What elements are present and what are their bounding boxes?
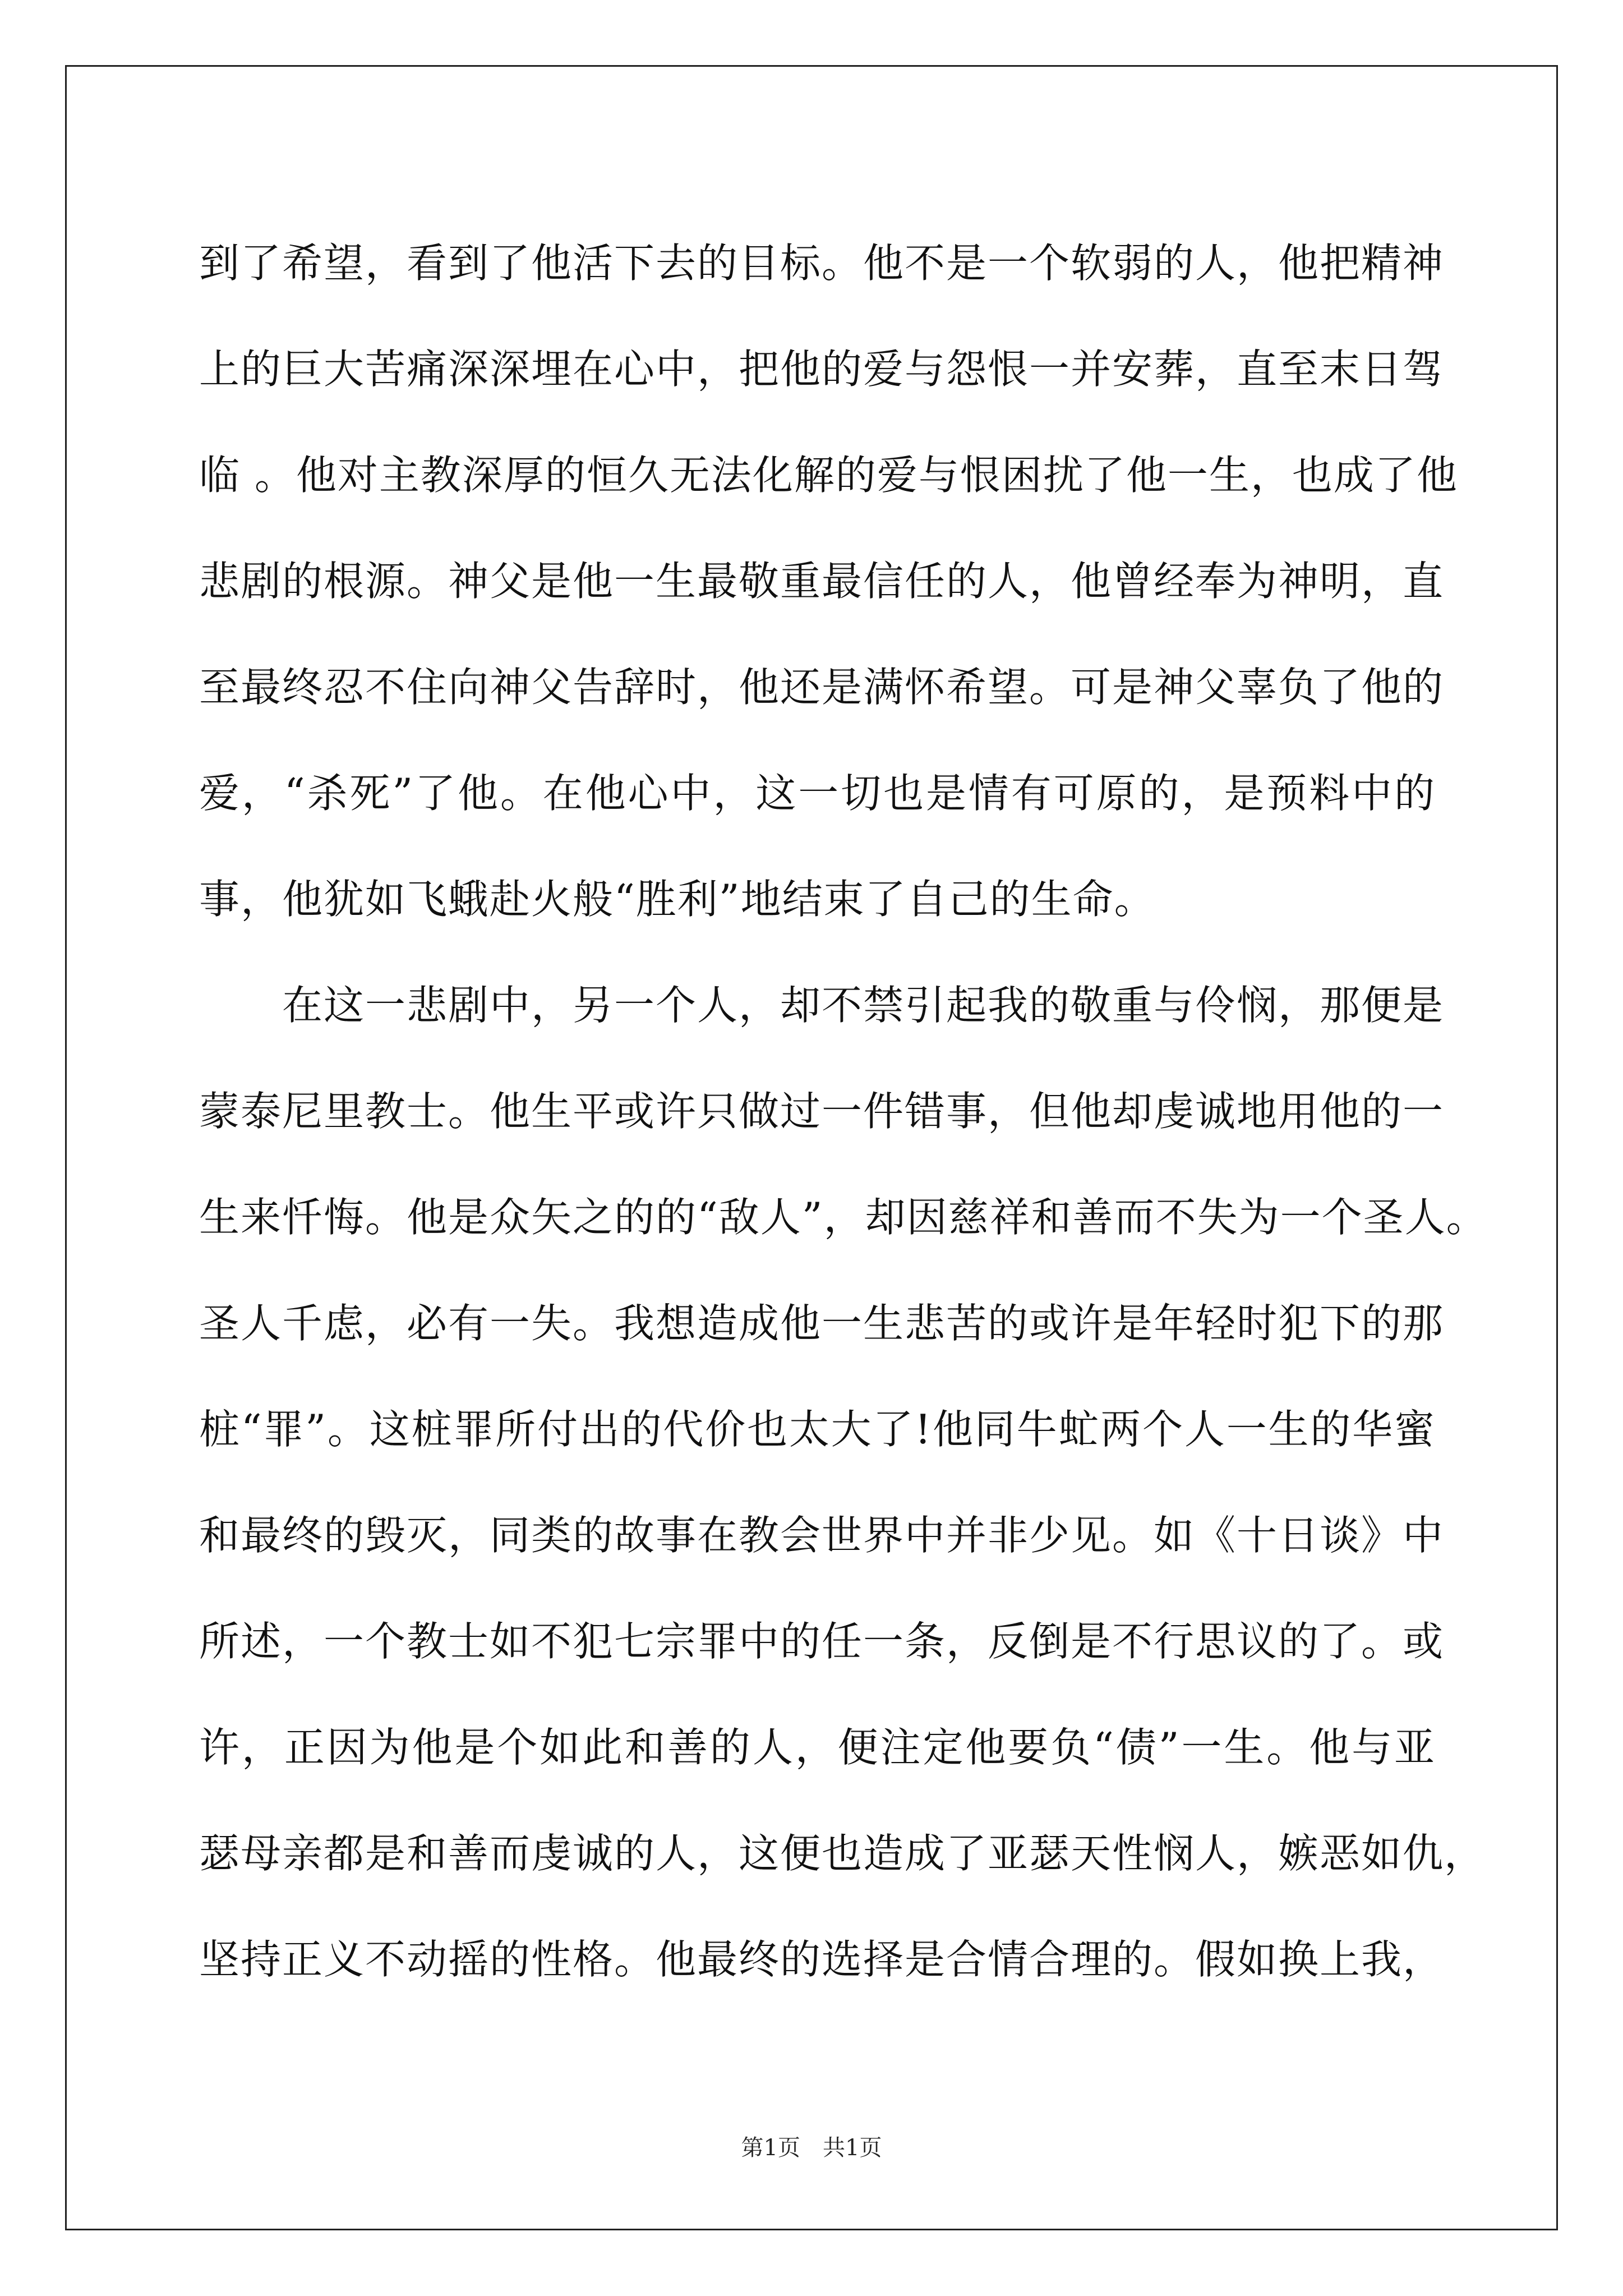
text-line: 到了希望，看到了他活下去的目标。他不是一个软弱的人，他把精神 [199,240,1445,287]
text-line: 生来忏悔。他是众矢之的的“敌人”，却因慈祥和善而不失为一个圣人。 [199,1194,1488,1241]
text-line: 至最终忍不住向神父告辞时，他还是满怀希望。可是神父辜负了他的 [199,664,1445,711]
page-number-footer: 第1页 共1页 [741,2135,882,2161]
text-line: 事，他犹如飞蛾赴火般“胜利”地结束了自己的生命。 [199,876,1156,923]
text-line: 蒙泰尼里教士。他生平或许只做过一件错事，但他却虔诚地用他的一 [199,1088,1445,1135]
text-line: 坚持正义不动摇的性格。他最终的选择是合情合理的。假如换上我， [199,1936,1445,1983]
text-line: 悲剧的根源。神父是他一生最敬重最信任的人，他曾经奉为神明，直 [199,558,1445,605]
text-line-paragraph-start: 在这一悲剧中，另一个人，却不禁引起我的敬重与伶悯，那便是 [282,982,1445,1029]
text-line: 上的巨大苦痛深深埋在心中，把他的爱与怨恨一并安葬，直至末日驾 [199,346,1445,393]
text-line: 爱，“杀死”了他。在他心中，这一切也是情有可原的，是预料中的 [199,770,1436,817]
document-body [199,210,1488,2013]
text-line: 圣人千虑，必有一失。我想造成他一生悲苦的或许是年轻时犯下的那 [199,1300,1445,1347]
text-line: 所述，一个教士如不犯七宗罪中的任一条，反倒是不行思议的了。或 [199,1618,1445,1665]
text-line: 桩“罪”。这桩罪所付出的代价也太大了!他同牛虻两个人一生的华蜜 [199,1406,1436,1453]
text-line: 许，正因为他是个如此和善的人，便注定他要负“债”一生。他与亚 [199,1724,1436,1771]
text-line: 和最终的毁灭，同类的故事在教会世界中并非少见。如《十日谈》中 [199,1512,1445,1559]
text-line: 瑟母亲都是和善而虔诚的人，这便也造成了亚瑟天性悯人，嫉恶如仇， [199,1830,1486,1877]
text-line: 临 。他对主教深厚的恒久无法化解的爱与恨困扰了他一生，也成了他 [199,452,1458,499]
